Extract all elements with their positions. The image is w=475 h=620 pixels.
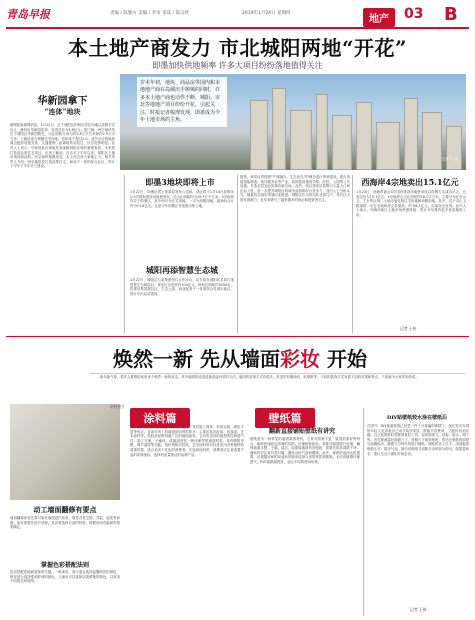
- article-body: 1月22日，即墨区国土资源局发布公告称，该区将于2月14日挂牌出让3宗国有建设用地使用权，总出让面积约为19.5万平方米。3宗地块均位于即墨区，其中两宗为住宅用地，一宗为商服用地，起始价合计约为13.6亿元。这是今年即墨区首批推出的土地。: [130, 190, 234, 208]
- article-title: 即墨3地块即将上市: [145, 177, 215, 187]
- article-body: 壁纸是另一种常见的墙面装饰材料，它具有图案丰富、装饰效果好等特点，能够快速改变房间的氛围。在铺贴壁纸前，需要对墙面进行处理，确保墙面平整、干燥、清洁。如果原墙面有旧壁纸，需要先将其清除干净。铺贴时应注意对花对缝，避免出现气泡和褶皱。此外，壁纸的选择也很重要，应根据房间的用途和风格来选择合适的材质和图案。无纺布壁纸环保透气，PVC壁纸耐擦洗，适合不同的使用场景。: [250, 437, 360, 464]
- lead-body: 据城阳新闻网消息，1月22日，位于城阳区的两宗居住用地以挂牌方式出让，最终由华新园竞得，竞得总价为5.8亿元。据了解，两宗地块均位于城阳区华新园附近，出让面积分别为约3.8万平方米和约2.9万平方米，土地用途为城镇住宅用地，容积率不超过2.0。此次出让的地块周边配套设施完善，交通便利，距离地铁站较近，区位优势明显。业内人士表示，华新园此次拿地是其深耕城阳区域的重要布局，未来将打造高品质住宅项目。记者了解到，自去年下半年以来，城阳区土地市场持续活跃，多宗地块相继成交，本土房企成为拿地主力。相关负责人介绍，两宗地块将打造成集住宅、商业于一体的综合社区，预计于今年下半年开工建设。: [10, 123, 115, 169]
- article-body: 墙面翻修前首先要对原有墙面进行检查，看是否有空鼓、开裂、起皮等问题，如有需要先进行处理。其次要选择合适的材料，根据房间功能和风格来确定。: [10, 516, 120, 530]
- sub-headline: 即墨加快供地频率 许多大项目纷纷落地值得关注: [152, 61, 323, 70]
- article-body: 墙面涂料是最常见的墙面装饰材料之一，具有施工简单、价格实惠、颜色丰富等优点。目前市场上的墙面涂料种类繁多，主要包括乳胶漆、硅藻泥、艺术涂料等。乳胶漆是使用最广泛的墙面涂料，它具有良好的耐擦洗性和透气性，施工方便，干燥快。硅藻泥则是一种环保型的墙面材料，具有吸附甲醛、调节湿度等功能，但价格相对较高。艺术涂料则可以营造出各种独特的装饰效果，适合追求个性化的消费者。在选择涂料时，消费者应注意查看产品的环保指标，选择有质量保证的品牌产品。: [130, 425, 244, 457]
- header-date: 2019年1月24日 星期四: [242, 11, 291, 16]
- logo-text: 青岛早报: [6, 8, 50, 21]
- feature-banner: [40, 343, 440, 372]
- column-divider: [363, 408, 364, 616]
- article-body: 色彩搭配是墙面装饰的关键，一般来说，客厅适合选择温馨明亮的颜色，卧室适合选择柔和舒适的颜色，儿童房可以选择活泼鲜艳的颜色，以营造不同的空间氛围。: [10, 570, 120, 584]
- lead-subtitle: “连体”地块: [44, 107, 81, 116]
- page-number: 03: [404, 6, 424, 22]
- article-body: 1月22日，城阳区与某集团签订合作协议，双方将在城阳区共同打造智慧生态城项目。该项目总投资约100亿元，规划总面积约3000亩，将建设集智慧社区、生态公园、商业配套于一体的综合性城市新区，预计年内启动建设。: [130, 278, 234, 296]
- section-badge-paint: 涂料篇: [130, 408, 190, 428]
- masthead-logo: [6, 6, 56, 24]
- section-letter: B: [444, 4, 458, 25]
- banner-emphasis: 彩妆: [280, 347, 320, 371]
- article-body: 1月23日，西海岸新区4宗国有建设用地使用权以挂牌方式成功出让，总成交价为15.1亿元。4宗地块总出让面积约18万平方米，主要分布在灵山卫、王台等区域，土地用途包括住宅用地和商服用地。其中，位于灵山卫街道的一宗住宅地块成交价最高，约为6.2亿元，由某房企竞得。业内人士表示，西海岸新区土地市场热度持续，预计今年将有更多优质地块入市。: [356, 190, 466, 217]
- banner-text: 开始: [320, 347, 367, 371]
- header-editors: 责编 / 陈雅方 美编 / 李争 审读 / 陈宗欣: [110, 11, 189, 16]
- article-title: 翻新直接铺贴壁纸有讲究: [268, 428, 335, 435]
- header-rule: [6, 27, 469, 29]
- section-badge-wallpaper: 壁纸篇: [255, 408, 315, 428]
- lead-title: 华新园拿下: [37, 96, 88, 107]
- article-title: 西海岸4宗地卖出15.1亿元: [361, 177, 459, 187]
- byline: 记者 王伟: [410, 607, 427, 612]
- main-headline: 本土地产商发力 市北城阳两地“开花”: [68, 36, 407, 60]
- article-subtitle: 掌握色彩搭配法则: [40, 562, 89, 569]
- banner-intro: 新年新气象，很多人都想给家里来个焕然一新的改变，其中墙面的改造是最直接有效的方法。墙面的装饰方式有很多，常见的有刷涂料、贴壁纸等，不同的装饰方式有着不同的效果和特点，下面就为大家详细介绍。: [100, 375, 419, 379]
- article-body: 据悉，该项目将按照“产城融合、生态优先”的理念进行规划建设，重点发展智能制造、现代服务业等产业，同时配套建设学校、医院、公园等公共设施，打造宜居宜业的城市新空间。此外，项目建成后将吸引大量人口和企业入驻，进一步提升城阳区的城市品质和综合竞争力。业内人士分析认为，随着青岛城市发展向北推进，城阳区作为青岛的北部门户，具有巨大的发展潜力，近年来吸引了越来越多的房企和投资者关注。: [240, 175, 350, 202]
- article-title: 城阳再添智慧生态城: [146, 265, 218, 275]
- byline: 记者 王伟: [400, 326, 417, 331]
- building-shape: [376, 122, 400, 170]
- summary-box: 岁末年初，地块、商品房等国内和本地地产商在岛城出手频频的同时，许多本土地产商也动作不断，城阳、市北等地地产项目纷纷开花，引起关注，时报记者梳理发现，即墨成为今年土地市场的主角。: [137, 77, 227, 127]
- photo-caption: 资料图片: [110, 404, 126, 409]
- banner-text: 焕然一新 先从墙面: [113, 347, 280, 371]
- wall-photo: [10, 404, 120, 500]
- column-divider: [124, 175, 125, 333]
- column-divider: [237, 175, 238, 333]
- article-body: 在国外，DIY墙面装饰已经是一件十分普遍的事情了。现在很多岛城的年轻人也喜欢自己动手装扮家居，既能节省费用，又能体验到乐趣。自己贴壁纸时需要准备好工具，包括壁纸刀、刮板、胶水、刷子等。首先要测量好墙面尺寸，按照尺寸裁剪壁纸，然后在壁纸背面均匀涂刷胶水，静置几分钟后再进行铺贴。铺贴时从上往下，用刮板将壁纸压平，排出气泡。最后用壁纸刀切除多余的部分即可。如果是新手，建议先从小面积开始尝试。: [367, 424, 469, 456]
- section-divider: [6, 336, 469, 337]
- article-title: DIY贴壁纸较水涂在壁纸后: [386, 415, 448, 421]
- section-name: 地产: [363, 8, 395, 27]
- photo-caption: 记者 王 摄: [441, 157, 458, 161]
- column-divider: [352, 175, 353, 333]
- article-title: 动工墙面翻修有要点: [33, 505, 97, 514]
- building-shape: [446, 126, 462, 170]
